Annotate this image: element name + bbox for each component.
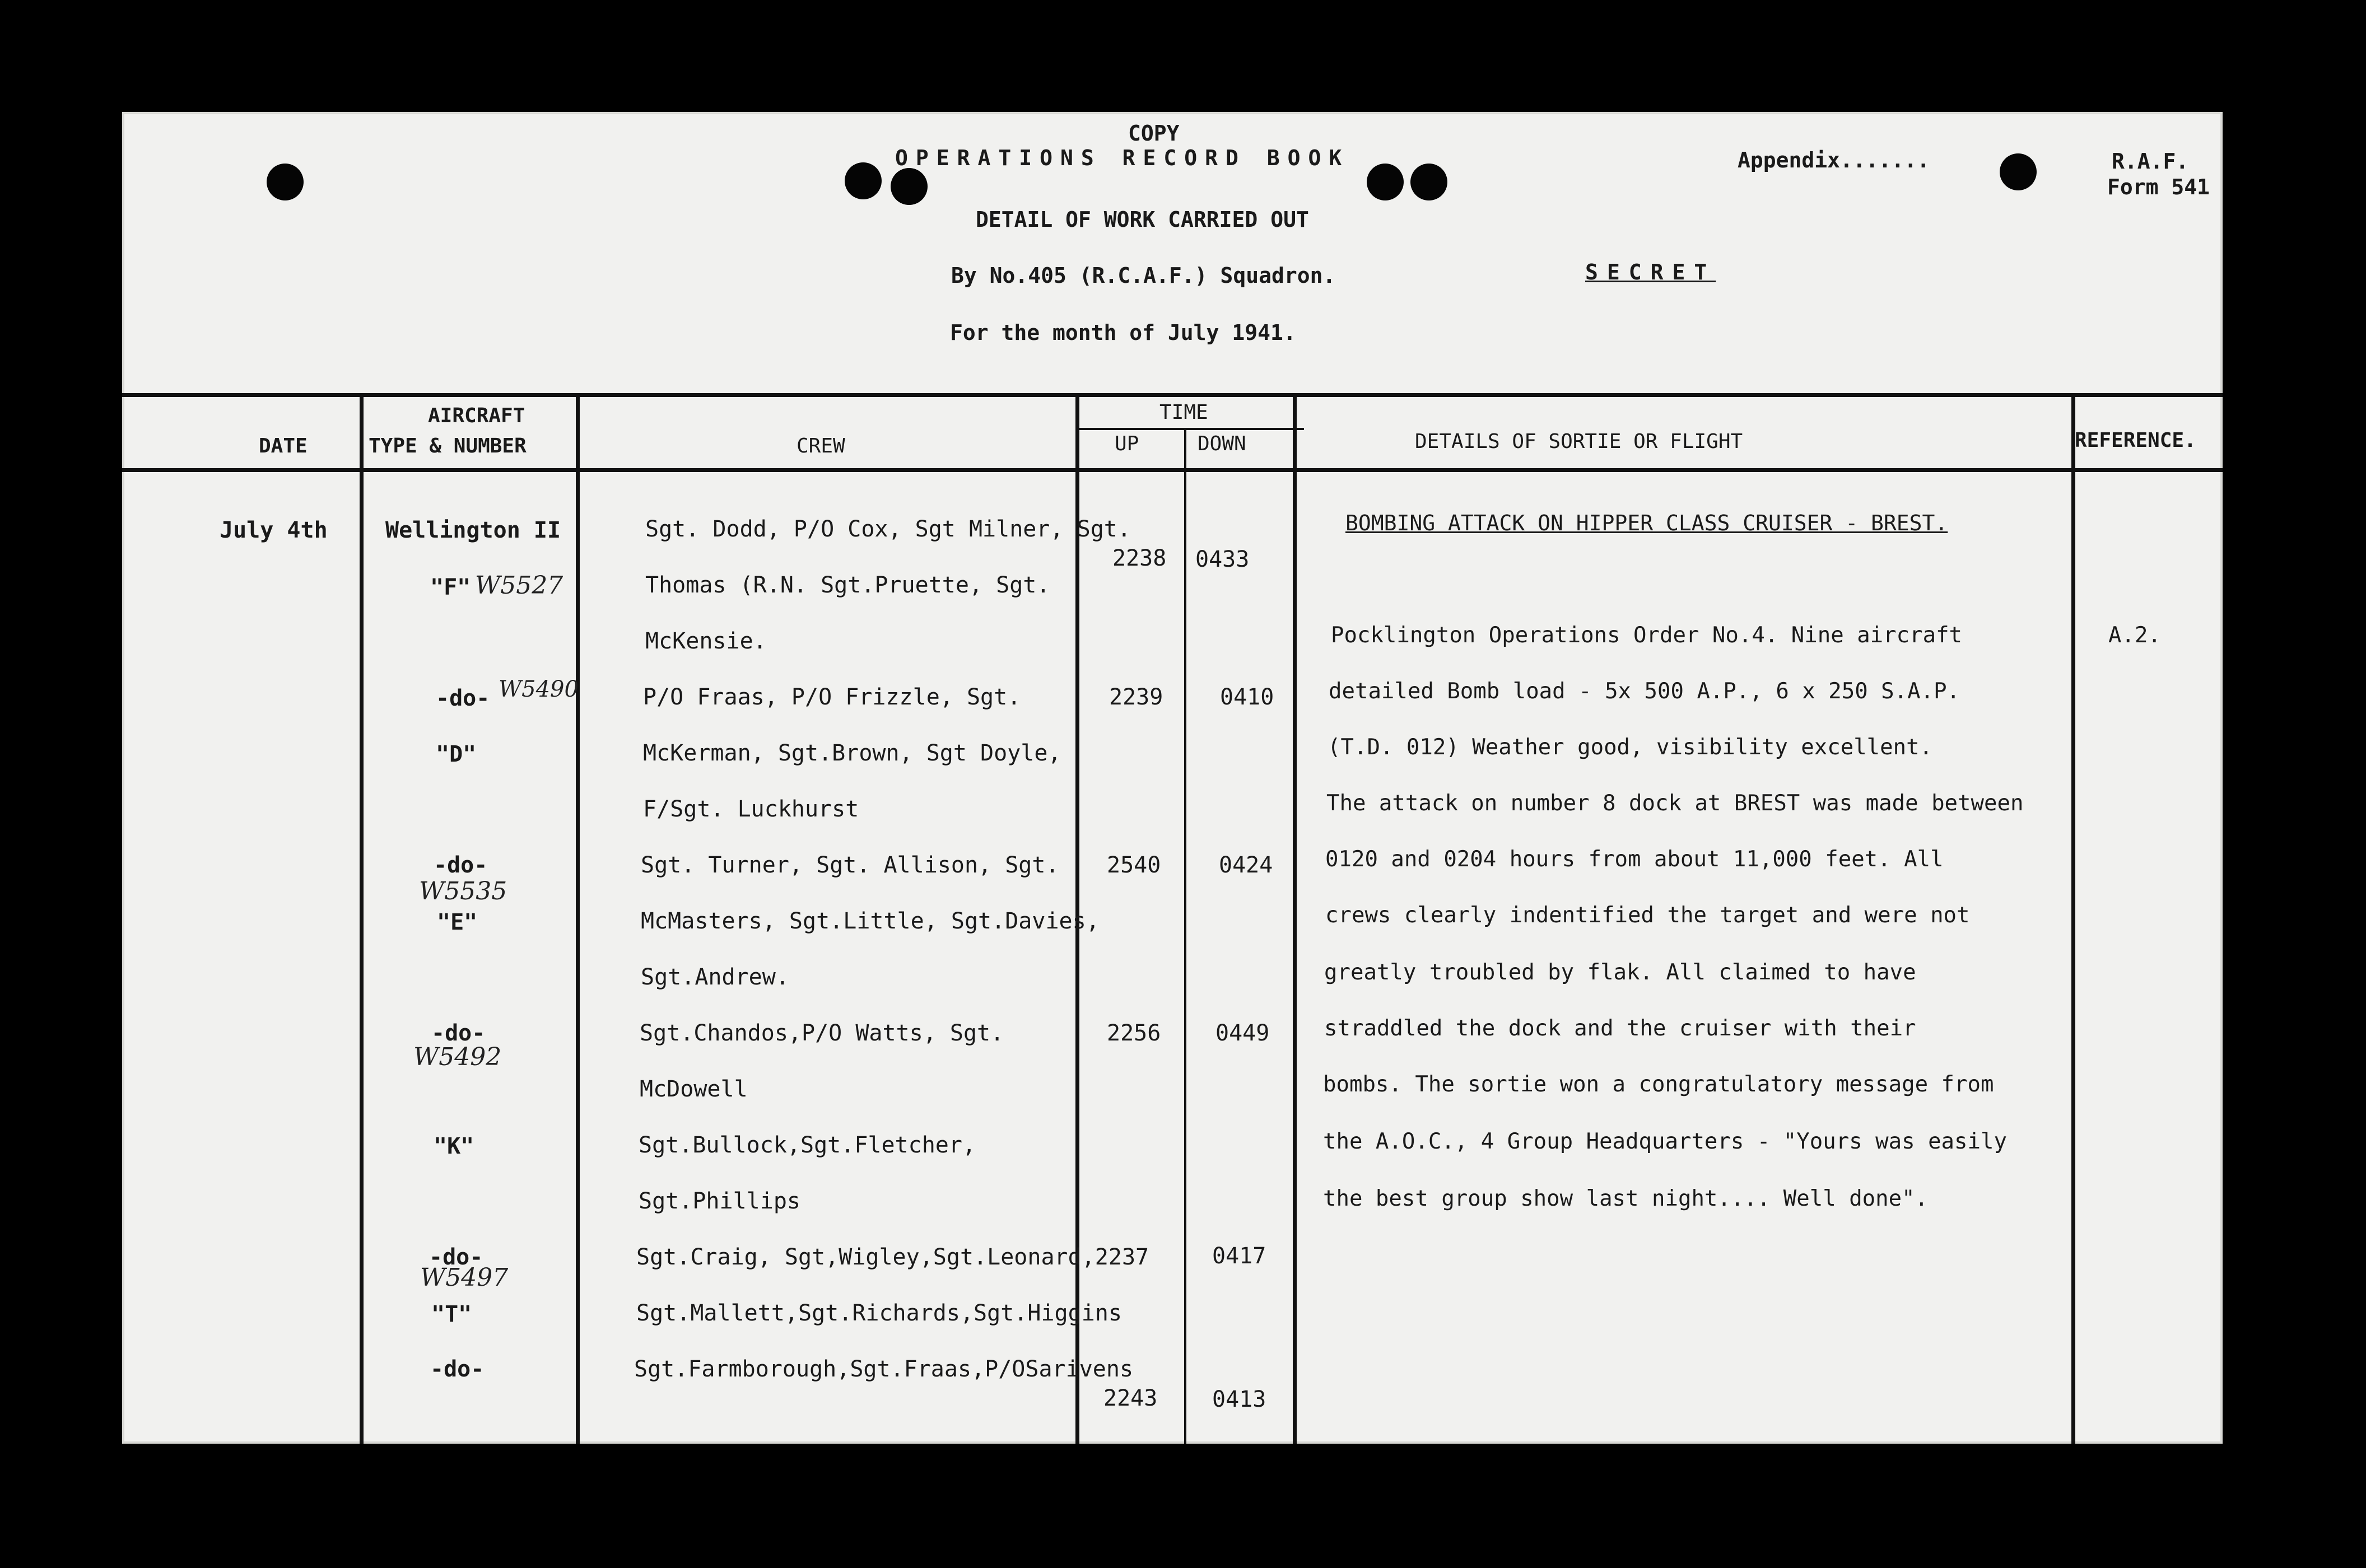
aircraft-type: -do- [430,1356,485,1382]
crew-line: Sgt.Chandos,P/O Watts, Sgt. [640,1020,1004,1046]
aircraft-serial-handwritten: W5490 [499,676,579,702]
squadron-line: By No.405 (R.C.A.F.) Squadron. [951,263,1336,288]
time-up: 2256 [1107,1020,1161,1046]
col-rule-up-down [1184,429,1186,1444]
time-up: 2243 [1103,1385,1158,1411]
details-line: Pocklington Operations Order No.4. Nine aircraft [1331,623,1963,648]
details-line: greatly troubled by flak. All claimed to have [1324,960,1916,985]
time-up: 2540 [1107,852,1161,878]
crew-line: Thomas (R.N. Sgt.Pruette, Sgt. [645,572,1050,598]
details-line: straddled the dock and the cruiser with their [1324,1016,1916,1041]
sortie-heading: BOMBING ATTACK ON HIPPER CLASS CRUISER - BREST. [1345,511,1948,535]
details-line: (T.D. 012) Weather good, visibility excellent. [1328,735,1933,760]
time-up: 2238 [1112,545,1167,571]
document-page [122,112,2223,1444]
aircraft-type: Wellington II [385,517,561,543]
details-line: the best group show last night.... Well done". [1323,1186,1929,1211]
aircraft-letter: "D" [436,741,477,767]
details-line: 0120 and 0204 hours from about 11,000 feet. All [1325,847,1944,872]
col-rule-time [1293,393,1297,1444]
appendix-label: Appendix....... [1738,148,1930,172]
crew-line: McKensie. [645,628,767,654]
aircraft-type: -do- [436,685,490,711]
time-down: 0413 [1212,1387,1266,1412]
crew-line: Sgt.Bullock,Sgt.Fletcher, [639,1132,976,1158]
time-down: 0433 [1195,547,1250,572]
punch-hole-2 [845,162,882,199]
reference-value: A.2. [2108,623,2161,648]
aircraft-serial-handwritten: W5535 [419,877,507,906]
col-header-time: TIME [1159,401,1208,424]
crew-line: Sgt.Mallett,Sgt.Richards,Sgt.Higgins [636,1300,1122,1326]
crew-line: McDowell [640,1076,748,1102]
aircraft-letter: "T" [431,1301,472,1327]
crew-line: McMasters, Sgt.Little, Sgt.Davies, [641,908,1100,934]
details-line: crews clearly indentified the target and were not [1325,903,1970,928]
col-header-aircraft: AIRCRAFT [428,404,525,427]
time-split-rule [1079,428,1304,430]
time-down: 0410 [1220,684,1274,710]
header-bottom-rule [122,468,2223,472]
time-down: 0424 [1219,852,1273,878]
aircraft-letter: "E" [437,909,478,935]
col-header-aircraft-type: TYPE & NUMBER [369,435,527,458]
col-rule-aircraft [576,393,580,1444]
col-header-up: UP [1115,432,1139,455]
crew-line: McKerman, Sgt.Brown, Sgt Doyle, [643,740,1061,766]
col-header-details: DETAILS OF SORTIE OR FLIGHT [1415,430,1743,453]
punch-hole-6 [2000,153,2037,190]
crew-line: Sgt.Phillips [639,1188,800,1214]
form-number: Form 541 [2107,175,2210,199]
crew-line: Sgt. Dodd, P/O Cox, Sgt Milner, Sgt. [645,516,1131,542]
aircraft-type: -do- [434,852,488,878]
crew-line: Sgt.Craig, Sgt,Wigley,Sgt.Leonard,2237 [636,1244,1149,1270]
table-top-rule [122,393,2223,397]
row-date: July 4th [220,517,328,543]
col-header-date: DATE [259,435,308,458]
aircraft-serial-handwritten: W5497 [420,1263,509,1292]
raf-label: R.A.F. [2112,149,2189,174]
time-down: 0449 [1215,1020,1270,1046]
crew-line: Sgt.Andrew. [641,964,789,990]
detail-subtitle: DETAIL OF WORK CARRIED OUT [976,207,1309,232]
punch-hole-4 [1367,164,1404,200]
col-rule-date [360,393,364,1444]
crew-line: Sgt.Farmborough,Sgt.Fraas,P/OSarivens [634,1356,1134,1382]
copy-label: COPY [1128,121,1180,146]
details-line: detailed Bomb load - 5x 500 A.P., 6 x 250 S.A.P. [1329,679,1960,704]
crew-line: F/Sgt. Luckhurst [643,796,859,822]
punch-hole-1 [267,164,304,200]
aircraft-letter: "K" [434,1133,474,1159]
aircraft-serial-handwritten: W5492 [413,1043,502,1071]
crew-line: P/O Fraas, P/O Frizzle, Sgt. [643,684,1021,710]
aircraft-serial-handwritten: W5527 [475,571,563,600]
col-header-crew: CREW [797,435,845,458]
aircraft-type: -do- [429,1244,483,1270]
month-line: For the month of July 1941. [950,320,1296,345]
col-header-reference: REFERENCE. [2075,429,2196,452]
details-line: the A.O.C., 4 Group Headquarters - "Yours was easily [1323,1129,2007,1154]
aircraft-type: -do- [431,1020,486,1046]
col-rule-details [2071,393,2075,1444]
time-up: 2239 [1109,684,1163,710]
aircraft-letter: "F" [430,575,471,600]
punch-hole-3 [891,168,928,205]
details-line: bombs. The sortie won a congratulatory message from [1323,1072,1994,1097]
book-title: OPERATIONS RECORD BOOK [895,146,1350,170]
col-header-down: DOWN [1198,432,1246,455]
time-down: 0417 [1212,1243,1266,1269]
crew-line: Sgt. Turner, Sgt. Allison, Sgt. [641,852,1059,878]
secret-stamp: SECRET [1585,260,1716,284]
punch-hole-5 [1410,164,1447,200]
details-line: The attack on number 8 dock at BREST was made between [1326,791,2024,816]
